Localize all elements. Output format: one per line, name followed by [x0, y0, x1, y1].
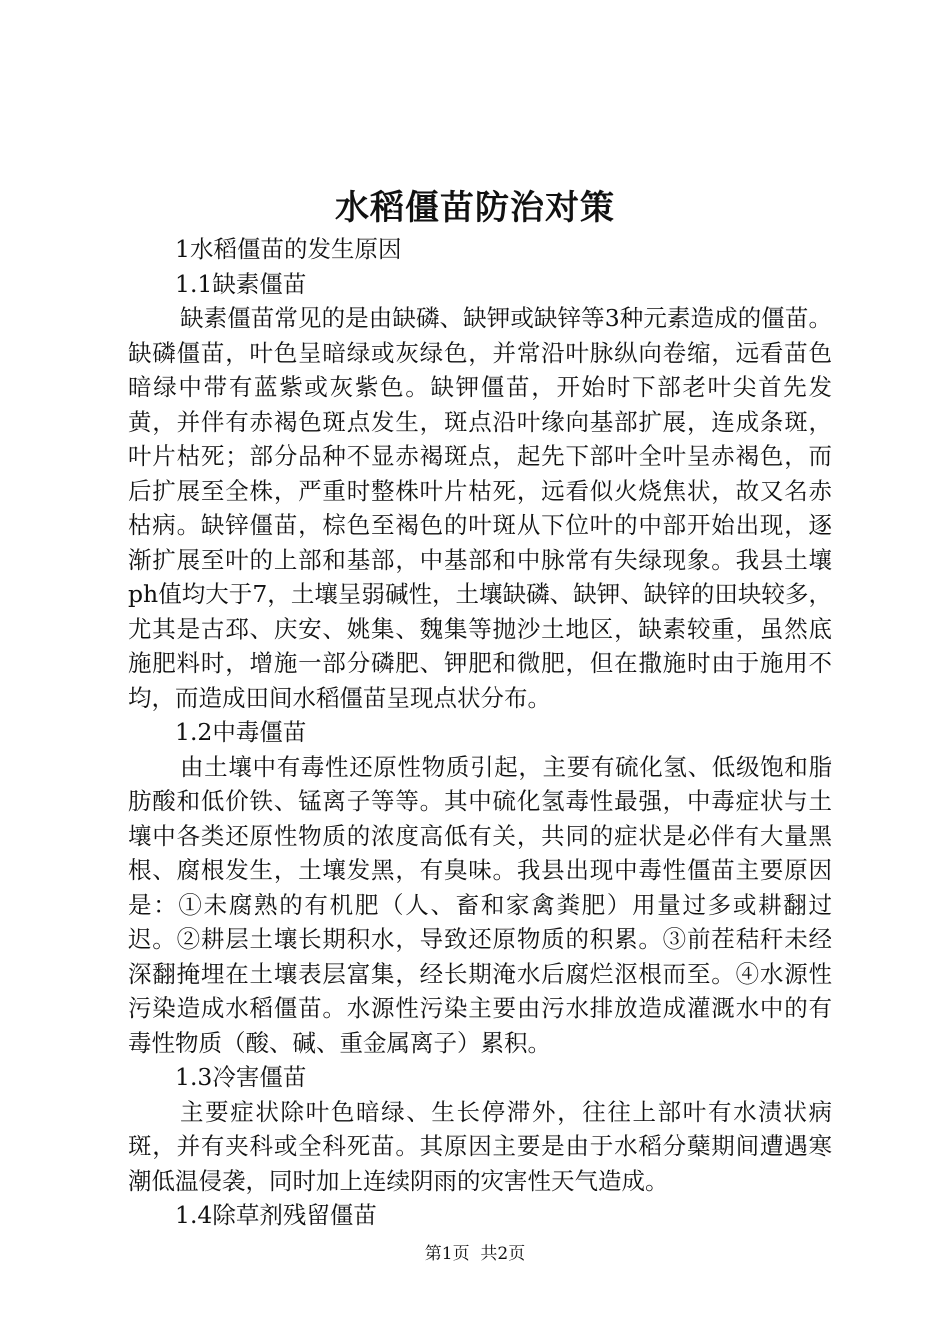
section-heading-1-4: 1.4除草剂残留僵苗 [175, 1201, 377, 1229]
section-paragraph-1-3: 主要症状除叶色暗绿、生长停滞外，往往上部叶有水渍状病斑，并有夹科或全科死苗。其原因主要是由于水稻分蘖期间遭遇寒潮低温侵袭，同时加上连续阴雨的灾害性天气造成。 [128, 1097, 832, 1195]
section-heading-1-1: 1.1缺素僵苗 [175, 269, 307, 298]
section-heading-1-2: 1.2中毒僵苗 [175, 718, 307, 746]
section-heading-1-3: 1.3冷害僵苗 [175, 1063, 307, 1091]
section-heading-1: 1水稻僵苗的发生原因 [175, 235, 402, 263]
section-paragraph-1-2: 由土壤中有毒性还原性物质引起，主要有硫化氢、低级饱和脂肪酸和低价铁、锰离子等等。其中硫化氢毒性最强，中毒症状与土壤中各类还原性物质的浓度高低有关，共同的症状是必伴有大量黑根、腐根发生，土壤发黑，有臭味。我县出现中毒性僵苗主要原因是：①未腐熟的有机肥（人、畜和家禽粪肥）用量过多或耕翻过迟。②耕层土壤长期积水，导致还原物质的积累。③前茬秸秆未经深翻掩埋在土壤表层富集，经长期淹水后腐烂沤根而至。④水源性污染造成水稻僵苗。水源性污染主要由污水排放造成灌溉水中的有毒性物质（酸、碱、重金属离子）累积。 [128, 752, 832, 1057]
document-title: 水稻僵苗防治对策 [335, 188, 615, 228]
section-paragraph-1-1: 缺素僵苗常见的是由缺磷、缺钾或缺锌等3种元素造成的僵苗。缺磷僵苗，叶色呈暗绿或灰绿色，并常沿叶脉纵向卷缩，远看苗色暗绿中带有蓝紫或灰紫色。缺钾僵苗，开始时下部老叶尖首先发黄，并伴有赤褐色斑点发生，斑点沿叶缘向基部扩展，连成条斑，叶片枯死；部分品种不显赤褐斑点，起先下部叶全叶呈赤褐色，而后扩展至全株，严重时整株叶片枯死，远看似火烧焦状，故又名赤枯病。缺锌僵苗，棕色至褐色的叶斑从下位叶的中部开始出现，逐渐扩展至叶的上部和基部，中基部和中脉常有失绿现象。我县土壤ph值均大于7，土壤呈弱碱性，土壤缺磷、缺钾、缺锌的田块较多，尤其是古邳、庆安、姚集、魏集等抛沙土地区，缺素较重，虽然底施肥料时，增施一部分磷肥、钾肥和微肥，但在撒施时由于施用不均，而造成田间水稻僵苗呈现点状分布。 [128, 304, 832, 712]
document-body [128, 232, 832, 1233]
page-footer: 第1页 共2页 [424, 1244, 526, 1264]
